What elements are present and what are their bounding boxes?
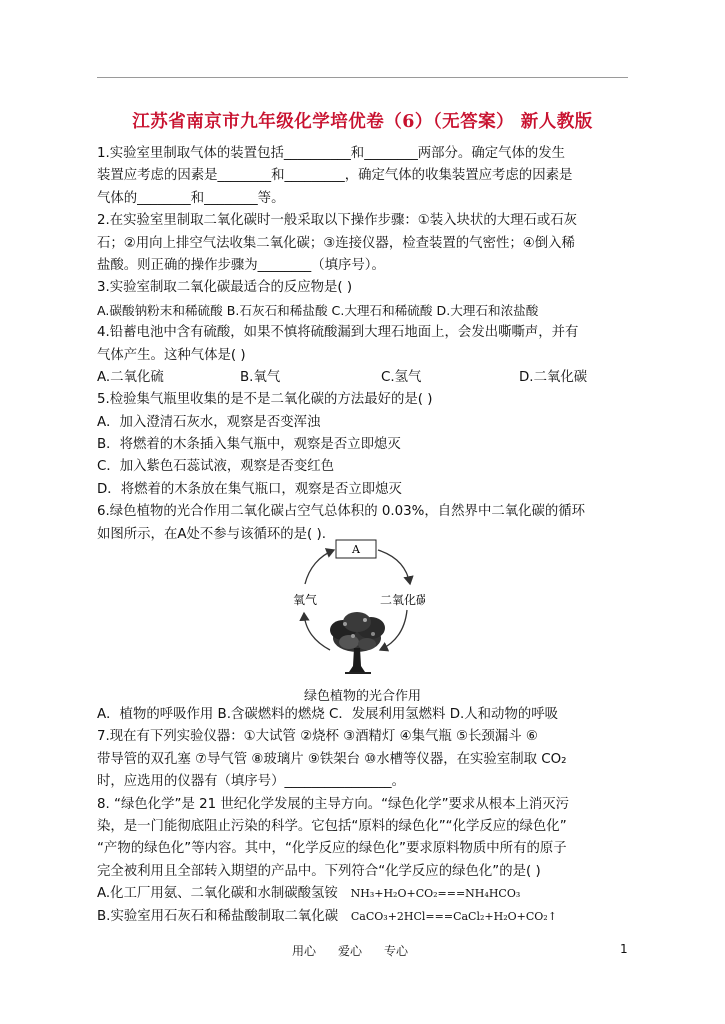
text-line: 气体产生。这种气体是( ) (97, 347, 246, 363)
q4-options (97, 367, 637, 389)
q4-option-a: A.二氧化硫 (97, 369, 164, 385)
q4-option-b: B.氧气 (240, 369, 281, 385)
text-line: 7.现在有下列实验仪器：①大试管 ②烧杯 ③酒精灯 ④集气瓶 ⑤长颈漏斗 ⑥ (97, 729, 538, 745)
q4-option-d: D.二氧化碳 (519, 369, 588, 385)
text-line: 完全被利用且全部转入期望的产品中。下列符合“化学反应的绿色化”的是( ) (97, 863, 541, 879)
text-line: 气体的________和________等。 (97, 190, 285, 206)
motto-word: 专心 (384, 944, 409, 958)
text-line: “产物的绿色化”等内容。其中，“化学反应的绿色化”要求原料物质中所有的原子 (97, 841, 567, 857)
arrow-bottom-left (304, 613, 330, 650)
text-line: B．将燃着的木条插入集气瓶中，观察是否立即熄灭 (97, 437, 401, 453)
questions-6-8 (97, 704, 637, 928)
q8-option-b (97, 906, 637, 928)
text-line: C．加入紫色石蕊试液，观察是否变红色 (97, 459, 334, 475)
q8-option-a (97, 883, 637, 905)
motto-word: 用心 (292, 944, 317, 958)
questions-1-4 (97, 143, 637, 546)
q8-option-b-equation: CaCO₃+2HCl===CaCl₂+H₂O+CO₂↑ (350, 909, 557, 923)
arrow-top-right (378, 550, 410, 584)
text-line: 1.实验室里制取气体的装置包括__________和________两部分。确定气体的发生 (97, 146, 566, 161)
text-line: 3.实验室制取二氧化碳最适合的反应物是( ) (97, 280, 353, 296)
text-line: 5.检验集气瓶里收集的是不是二氧化碳的方法最好的是( ) (97, 392, 433, 408)
text-line: 带导管的双孔塞 ⑦导气管 ⑧玻璃片 ⑨铁架台 ⑩水槽等仪器，在实验室制取 CO₂ (97, 751, 567, 767)
text-line: 石；②用向上排空气法收集二氧化碳；③连接仪器，检查装置的气密性；④倒入稀 (97, 235, 575, 251)
q8-option-a-text: A.化工厂用氨、二氧化碳和水制碳酸氢铵 (97, 886, 338, 902)
text-line: 如图所示，在A处不参与该循环的是( ). (97, 526, 326, 542)
motto-word: 爱心 (338, 944, 363, 958)
text-line: 装置应考虑的因素是________和_________，确定气体的收集装置应考虑的因素是 (97, 168, 573, 184)
cycle-diagram (285, 538, 425, 683)
header-rule (97, 77, 628, 78)
text-line: A.碳酸钠粉末和稀硫酸 B.石灰石和稀盐酸 C.大理石和稀硫酸 D.大理石和浓盐酸 (97, 302, 539, 318)
page-title: 江苏省南京市九年级化学培优卷（6）（无答案） 新人教版 (132, 112, 593, 132)
tree-icon (330, 612, 385, 673)
box-a-label: A (352, 543, 360, 556)
footer-motto (292, 942, 408, 959)
q4-option-c: C.氢气 (381, 369, 422, 385)
text-line: D．将燃着的木条放在集气瓶口，观察是否立即熄灭 (97, 481, 402, 497)
text-line: 8. “绿色化学”是 21 世纪化学发展的主导方向。“绿色化学”要求从根本上消灭污 (97, 796, 570, 812)
text-line: 盐酸。则正确的操作步骤为________（填序号）。 (97, 257, 385, 273)
text-line: A．加入澄清石灰水，观察是否变浑浊 (97, 414, 321, 430)
text-line: 2.在实验室里制取二氧化碳时一般采取以下操作步骤：①装入块状的大理石或石灰 (97, 213, 578, 229)
figure-caption: 绿色植物的光合作用 (303, 689, 421, 704)
oxygen-label: 氧气 (293, 593, 318, 607)
text-line: A．植物的呼吸作用 B.含碳燃料的燃烧 C．发展利用氢燃料 D.人和动物的呼吸 (97, 707, 559, 722)
carbon-cycle-figure (285, 538, 425, 683)
text-line: 染，是一门能彻底阻止污染的科学。它包括“原料的绿色化”“化学反应的绿色化” (97, 818, 567, 834)
q8-option-b-text: B.实验室用石灰石和稀盐酸制取二氧化碳 (97, 908, 339, 924)
co2-label: 二氧化碳 (380, 593, 425, 607)
q8-option-a-equation: NH₃+H₂O+CO₂===NH₄HCO₃ (350, 887, 521, 901)
text-line: 时，应选用的仪器有（填序号）________________。 (97, 774, 405, 790)
text-line: 4.铅蓄电池中含有硫酸，如果不慎将硫酸漏到大理石地面上，会发出嘶嘶声，并有 (97, 325, 579, 341)
text-line: 6.绿色植物的光合作用二氧化碳占空气总体积的 0.03%，自然界中二氧化碳的循环 (97, 504, 586, 520)
page-number: 1 (620, 942, 628, 956)
arrow-top-left (305, 550, 334, 584)
